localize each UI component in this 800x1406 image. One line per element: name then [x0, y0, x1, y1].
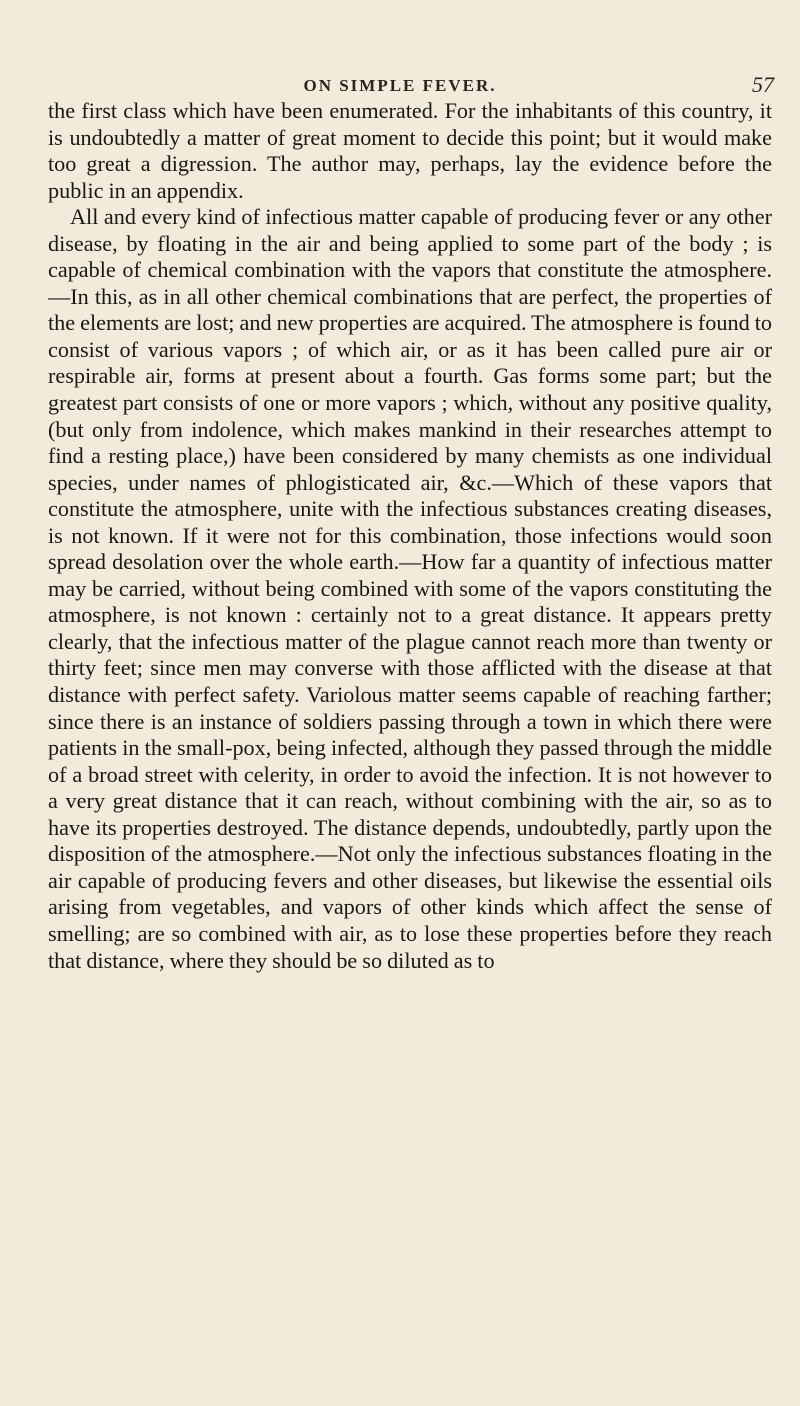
page-number: 57	[752, 72, 774, 97]
paragraph-continuation: the first class which have been enumerated. For the inhabitants of this country, it is undoubtedly a matter of great moment to decide this point; but it would make too great a digression. The author may, perhaps, lay the evidence before the public in an appendix.	[48, 98, 772, 203]
running-title: ON SIMPLE FEVER.	[303, 76, 497, 95]
paragraph-infectious-matter: All and every kind of infectious matter capable of producing fever or any other disease, by floating in the air and being applied to some part of the body ; is capable of chemical combination with the vapors that constitute the atmosphere.—In this, as in all other chemical combinations that are perfect, the properties of the elements are lost; and new properties are acquired. The atmosphere is found to consist of various vapors ; of which air, or as it has been called pure air or respirable air, forms at present about a fourth. Gas forms some part; but the greatest part consists of one or more vapors ; which, without any positive quality, (but only from indolence, which makes mankind in their researches attempt to find a resting place,) have been considered by many chemists as one individual species, under names of phlogisticated air, &c.—Which of these vapors that constitute the atmosphere, unite with the infectious substances creating diseases, is not known. If it were not for this combination, those infections would soon spread desolation over the whole earth.—How far a quantity of infectious matter may be carried, without being combined with some of the vapors constituting the atmosphere, is not known : certainly not to a great distance. It appears pretty clearly, that the infectious matter of the plague cannot reach more than twenty or thirty feet; since men may converse with those afflicted with the disease at that distance with perfect safety. Variolous matter seems capable of reaching farther; since there is an instance of soldiers passing through a town in which there were patients in the small-pox, being infected, although they passed through the middle of a broad street with celerity, in order to avoid the infection. It is not however to a very great distance that it can reach, without combining with the air, so as to have its properties destroyed. The distance depends, undoubtedly, partly upon the disposition of the atmosphere.—Not only the infectious substances floating in the air capable of producing fevers and other diseases, but likewise the essential oils arising from vegetables, and vapors of other kinds which affect the sense of smelling; are so combined with air, as to lose these properties before they reach that distance, where they should be so diluted as to	[48, 204, 772, 973]
body-text	[48, 98, 772, 974]
